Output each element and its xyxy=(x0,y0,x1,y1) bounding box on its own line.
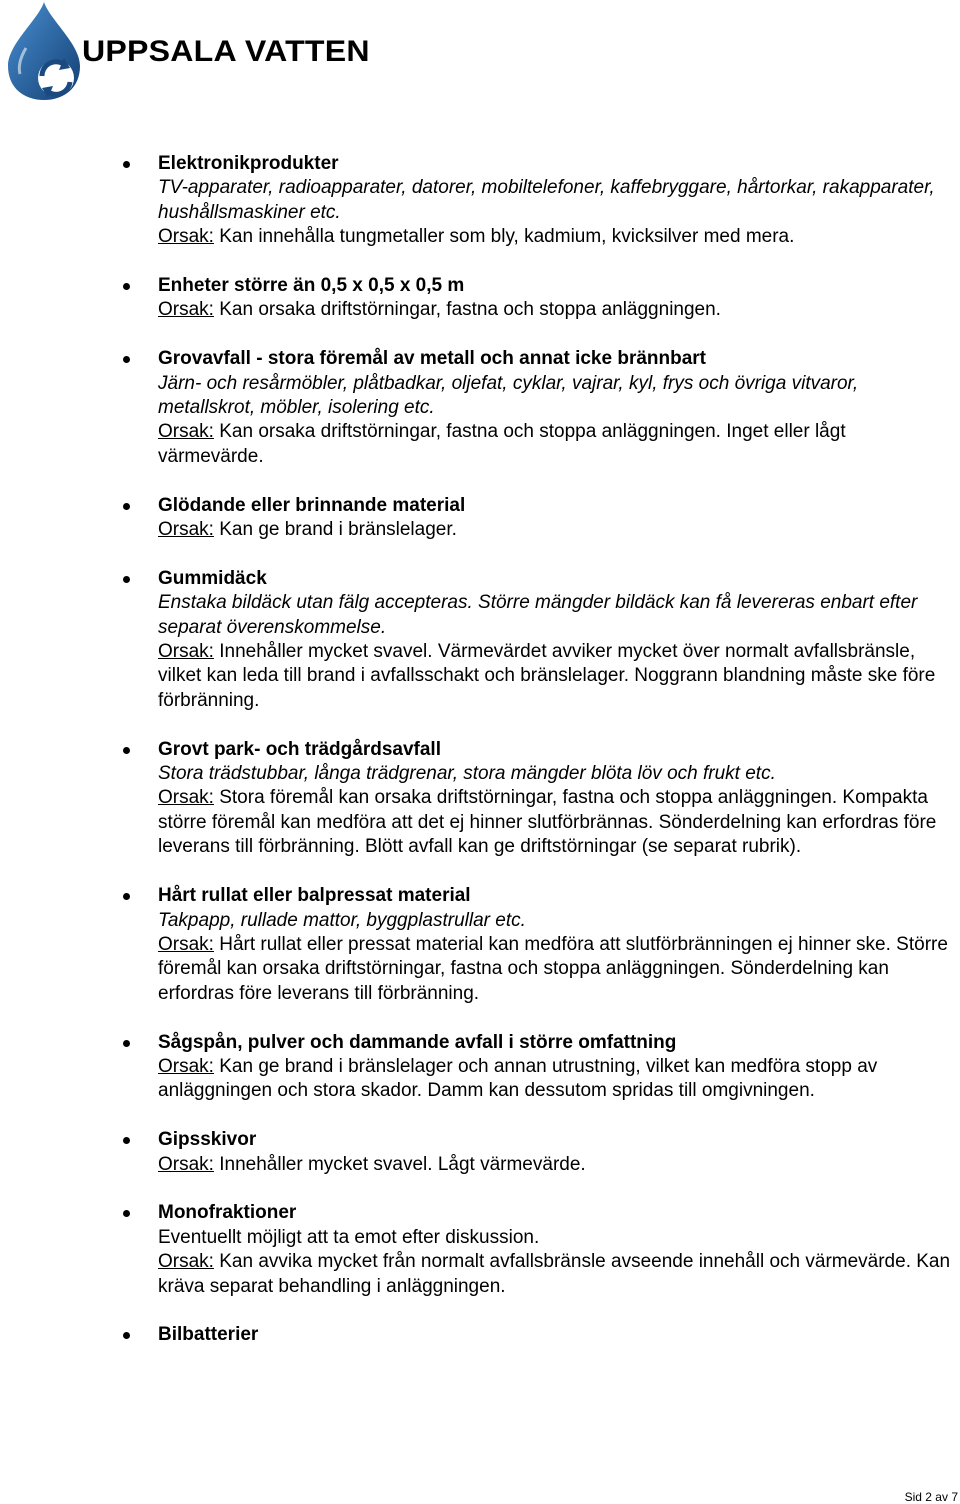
item-reason: Innehåller mycket svavel. Lågt värmevärde. xyxy=(219,1153,586,1175)
item-reason-line xyxy=(158,1153,956,1177)
list-item xyxy=(0,1323,960,1347)
reason-label: Orsak: xyxy=(158,787,214,809)
item-reason: Stora föremål kan orsaka driftstörningar, fastna och stoppa anläggningen. Kompakta större föremål kan medföra att det ej hinner slutförbrännas. Sönderdelning kan erfordras före leverans till förbränning. Blött avfall kan ge driftstörningar (se separat rubrik). xyxy=(158,787,937,858)
item-title: Elektronikprodukter xyxy=(158,153,339,174)
list-item xyxy=(0,347,960,469)
bullet-icon xyxy=(123,576,130,583)
item-title: Gummidäck xyxy=(158,567,267,589)
bullet-icon xyxy=(123,893,130,900)
list-item xyxy=(0,494,960,543)
list-item xyxy=(0,1031,960,1104)
item-reason: Kan avvika mycket från normalt avfallsbränsle avseende innehåll och värmevärde. Kan kräva separat behandling i anläggningen. xyxy=(158,1251,951,1297)
item-examples: Takpapp, rullade mattor, byggplastrullar etc. xyxy=(158,909,526,931)
item-examples: TV-apparater, radioapparater, datorer, mobiltelefoner, kaffebryggare, hårtorkar, rakapparater, hushållsmaskiner etc. xyxy=(158,177,935,223)
list-item xyxy=(0,152,960,250)
list-item xyxy=(0,738,960,860)
item-reason: Kan orsaka driftstörningar, fastna och stoppa anläggningen. xyxy=(219,299,721,321)
item-title: Grovt park- och trädgårdsavfall xyxy=(158,738,441,760)
bullet-icon xyxy=(123,1210,130,1217)
list-item xyxy=(0,1201,960,1299)
bullet-icon xyxy=(123,1040,130,1047)
item-reason: Hårt rullat eller pressat material kan medföra att slutförbränningen ej hinner ske. Större föremål kan orsaka driftstörningar, fastna och stoppa anläggningen. Sönderdelning kan erfordras före leverans till förbränning. xyxy=(158,933,948,1004)
item-reason: Kan orsaka driftstörningar, fastna och stoppa anläggningen. Inget eller lågt värmevärde. xyxy=(158,421,846,467)
bullet-icon xyxy=(123,503,130,510)
reason-label: Orsak: xyxy=(158,1055,214,1077)
bullet-icon xyxy=(123,747,130,754)
reason-label: Orsak: xyxy=(158,933,214,955)
list-item xyxy=(0,567,960,713)
bullet-icon xyxy=(123,356,130,363)
item-reason: Kan innehålla tungmetaller som bly, kadmium, kvicksilver med mera. xyxy=(219,226,795,248)
item-title: Sågspån, pulver och dammande avfall i större omfattning xyxy=(158,1031,677,1053)
item-title: Gipsskivor xyxy=(158,1129,257,1151)
bullet-icon xyxy=(123,283,130,290)
item-title: Enheter större än 0,5 x 0,5 x 0,5 m xyxy=(158,275,465,297)
item-reason-line xyxy=(158,933,956,1006)
list-item xyxy=(0,884,960,1006)
reason-label: Orsak: xyxy=(158,519,214,541)
logo-text: UPPSALA VATTEN xyxy=(82,35,370,68)
item-reason-line xyxy=(158,640,956,713)
item-reason-line xyxy=(158,518,956,542)
reason-label: Orsak: xyxy=(158,421,214,443)
bullet-icon xyxy=(123,161,130,168)
item-reason: Kan ge brand i bränslelager och annan utrustning, vilket kan medföra stopp av anläggningen och stora skador. Damm kan dessutom spridas till omgivningen. xyxy=(158,1055,878,1102)
reason-label: Orsak: xyxy=(158,299,214,321)
item-note: Eventuellt möjligt att ta emot efter diskussion. xyxy=(158,1226,540,1248)
item-examples: Järn- och resårmöbler, plåtbadkar, oljefat, cyklar, vajrar, kyl, frys och övriga vitvaror, metallskrot, möbler, isolering etc. xyxy=(158,372,859,419)
item-reason: Kan ge brand i bränslelager. xyxy=(219,519,457,541)
bullet-icon xyxy=(123,1332,130,1339)
item-title: Grovavfall - stora föremål av metall och annat icke brännbart xyxy=(158,348,707,370)
item-title: Hårt rullat eller balpressat material xyxy=(158,885,471,907)
reason-label: Orsak: xyxy=(158,1153,214,1175)
page-header xyxy=(0,0,960,110)
item-examples: Stora trädstubbar, långa trädgrenar, stora mängder blöta löv och frukt etc. xyxy=(158,763,776,785)
item-title: Monofraktioner xyxy=(158,1202,297,1224)
reason-label: Orsak: xyxy=(158,1251,214,1273)
item-title: Bilbatterier xyxy=(158,1324,259,1346)
item-examples: Enstaka bildäck utan fälg accepteras. Större mängder bildäck kan få levereras enbart efter separat överenskommelse. xyxy=(158,592,918,638)
item-reason-line xyxy=(158,1250,956,1299)
item-reason-line xyxy=(158,786,956,859)
page-number: Sid 2 av 7 xyxy=(904,1490,958,1504)
list-item xyxy=(0,274,960,323)
item-reason-line xyxy=(158,225,956,249)
item-reason-line xyxy=(158,420,956,469)
item-reason-line xyxy=(158,298,956,322)
reason-label: Orsak: xyxy=(158,641,214,663)
list-item xyxy=(0,1128,960,1177)
item-title: Glödande eller brinnande material xyxy=(158,494,466,516)
content-list xyxy=(0,152,960,1372)
reason-label: Orsak: xyxy=(158,226,214,248)
water-drop-logo-icon xyxy=(4,0,84,104)
bullet-icon xyxy=(123,1137,130,1144)
item-reason-line xyxy=(158,1055,956,1104)
item-reason: Innehåller mycket svavel. Värmevärdet avviker mycket över normalt avfallsbränsle, vilket kan leda till brand i avfallsschakt och bränslelager. Noggrann blandning måste ske före förbränning. xyxy=(158,641,936,711)
